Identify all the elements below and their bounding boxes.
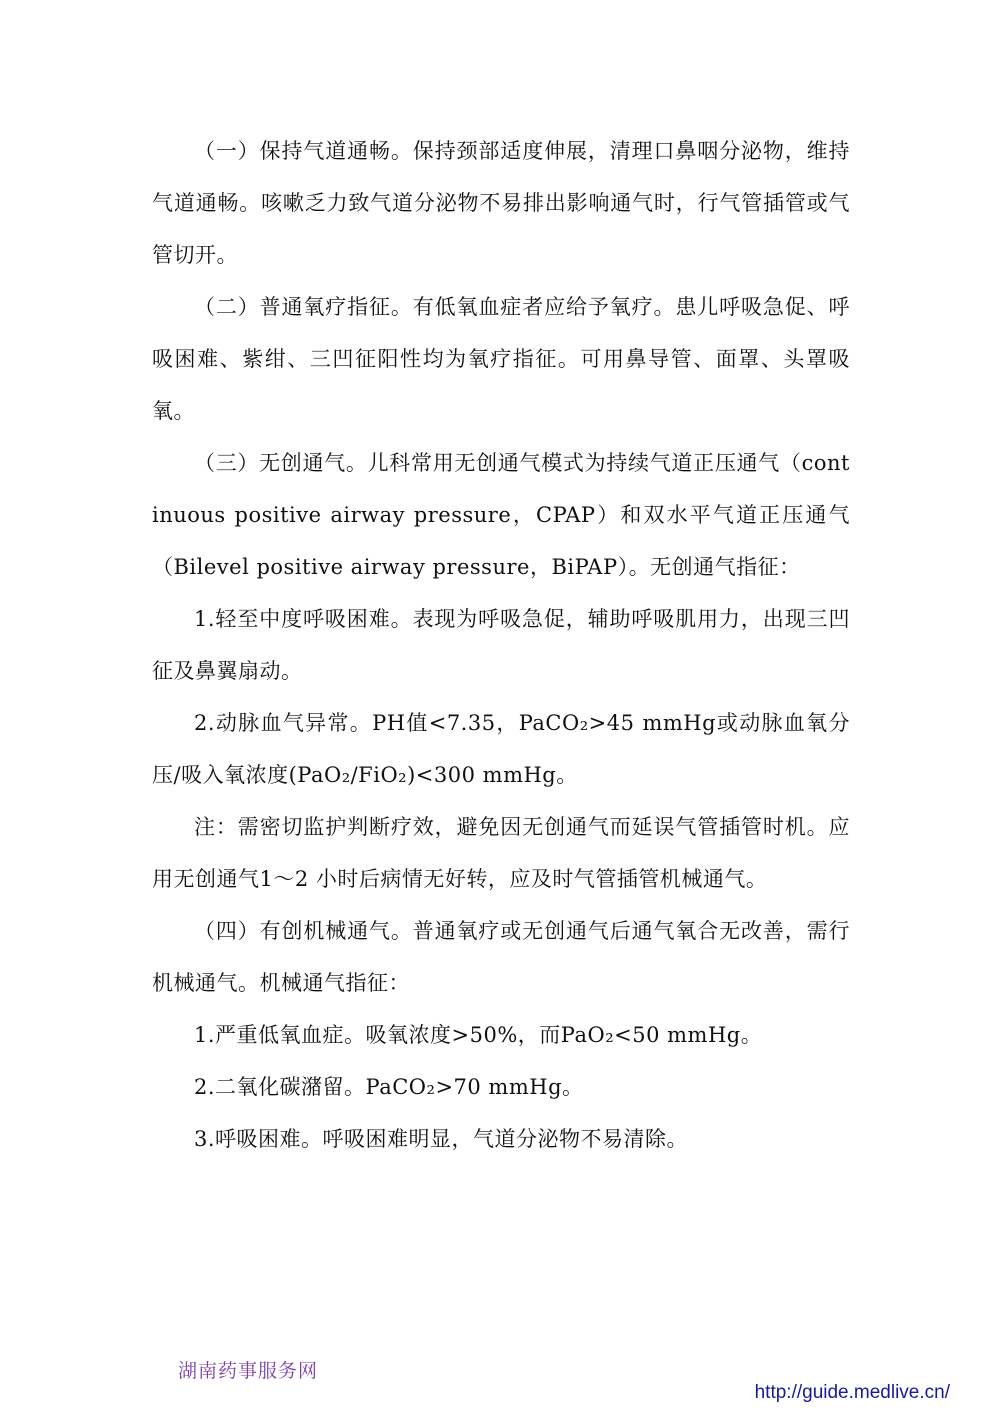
footer-site-name: 湖南药事服务网 [178,1360,319,1382]
list-item-mv-indication-1: 1.严重低氧血症。吸氧浓度>50%，而PaO₂<50 mmHg。 [194,1023,763,1047]
list-item-mv-indication-3: 3.呼吸困难。呼吸困难明显，气道分泌物不易清除。 [194,1127,689,1151]
list-item-niv-indication-2: 2.动脉血气异常。PH值<7.35，PaCO₂>45 mmHg或动脉血氧分压/吸入氧浓度(PaO₂/FiO₂)<300 mmHg。 [152,711,850,787]
paragraph-oxygen-therapy: （二）普通氧疗指征。有低氧血症者应给予氧疗。患儿呼吸急促、呼吸困难、紫绀、三凹征阳性均为氧疗指征。可用鼻导管、面罩、头罩吸氧。 [152,295,850,423]
document-body [152,125,850,1165]
list-item-mv-indication-2: 2.二氧化碳潴留。PaCO₂>70 mmHg。 [194,1075,584,1099]
list-item-niv-indication-1: 1.轻至中度呼吸困难。表现为呼吸急促，辅助呼吸肌用力，出现三凹征及鼻翼扇动。 [152,607,850,683]
paragraph-airway: （一）保持气道通畅。保持颈部适度伸展，清理口鼻咽分泌物，维持气道通畅。咳嗽乏力致气道分泌物不易排出影响通气时，行气管插管或气管切开。 [152,139,850,267]
paragraph-noninvasive-ventilation: （三）无创通气。儿科常用无创通气模式为持续气道正压通气（continuous positive airway pressure，CPAP）和双水平气道正压通气（Bilevel positive airway pressure，BiPAP）。无创通气指征： [152,451,850,579]
paragraph-note: 注：需密切监护判断疗效，避免因无创通气而延误气管插管时机。应用无创通气1～2 小时后病情无好转，应及时气管插管机械通气。 [152,815,850,891]
paragraph-invasive-ventilation: （四）有创机械通气。普通氧疗或无创通气后通气氧合无改善，需行机械通气。机械通气指征： [152,919,850,995]
footer-url-link[interactable]: http://guide.medlive.cn/ [754,1382,950,1403]
